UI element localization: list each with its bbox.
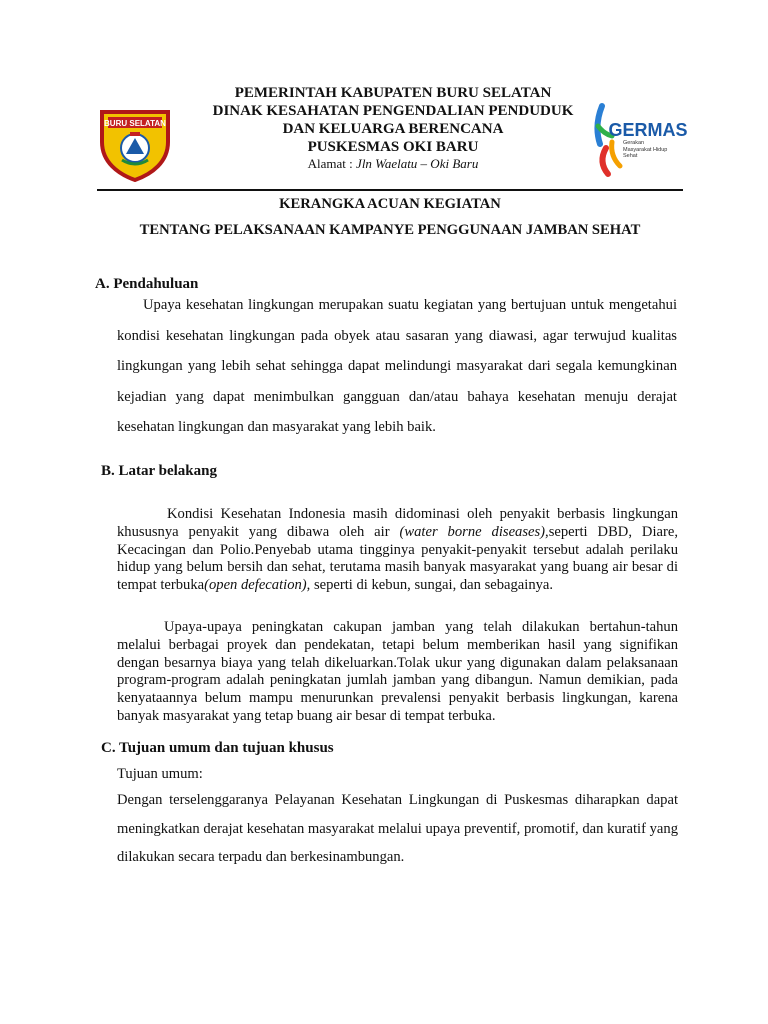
- section-c-body: Dengan terselenggaranya Pelayanan Kesehatan Lingkungan di Puskesmas diharapkan dapat meningkatkan derajat kesehatan masyarakat melalui upaya preventif, promotif, dan kuratif yang dilakukan secara terpadu dan berkesinambungan.: [117, 792, 678, 865]
- section-a-text: Upaya kesehatan lingkungan merupakan suatu kegiatan yang bertujuan untuk mengetahui kondisi kesehatan lingkungan pada obyek atau sasaran yang diawasi, agar terwujud kualitas lingkungan yang lebih sehat sehingga dapat melindungi masyarakat dari segala kemungkinan kejadian yang dapat menimbulkan gangguan dan/atau bahaya kesehatan menuju derajat kesehatan lingkungan dan masyarakat yang lebih baik.: [117, 297, 677, 435]
- b-p1-italic2: (open defecation): [204, 577, 307, 594]
- header-address: [200, 156, 586, 172]
- section-b-paragraph-1: [117, 506, 678, 595]
- address-value: Jln Waelatu – Oki Baru: [356, 156, 479, 171]
- header-divider: [97, 189, 683, 191]
- tujuan-umum-label: Tujuan umum:: [117, 766, 203, 782]
- b-p1-italic1: (water borne diseases): [399, 523, 546, 540]
- section-b-paragraph-2: [117, 619, 678, 726]
- address-label: Alamat :: [307, 156, 357, 171]
- b-p1-part1: Kondisi Kesehatan Indonesia masih didominasi oleh penyakit berbasis lingkungan khususnya penyakit yang dibawa oleh air: [117, 506, 678, 540]
- germas-text: GERMAS: [608, 120, 688, 140]
- section-b-heading: B. Latar belakang: [101, 463, 217, 479]
- header-line-4: PUSKESMAS OKI BARU: [307, 139, 479, 155]
- section-c-heading: C. Tujuan umum dan tujuan khusus: [101, 740, 334, 756]
- header-line-3: DAN KELUARGA BERENCANA: [282, 121, 504, 137]
- b-p2-text: Upaya-upaya peningkatan cakupan jamban yang telah dilakukan bertahun-tahun melalui berbagai proyek dan pendekatan, tetapi belum memberikan hasil yang signifikan dengan besarnya biaya yang telah dikeluarkan.Tolak ukur yang digunakan dalam pelaksanaan program-program adalah peningkatan jumlah jamban yang dibangun. Namun demikian, pada kenyataannya belum mampu menurunkan prevalensi penyakit berbasis lingkungan, karena banyak masyarakat yang tetap buang air besar di tempat terbuka.: [117, 619, 678, 724]
- logo-left-text: BURU SELATAN: [104, 119, 166, 128]
- section-a-heading: A. Pendahuluan: [95, 276, 199, 292]
- document-title: KERANGKA ACUAN KEGIATAN: [279, 196, 501, 212]
- germas-logo: [590, 96, 690, 186]
- section-a-body: [117, 290, 677, 443]
- header-line-2: DINAK KESAHATAN PENGENDALIAN PENDUDUK: [212, 103, 574, 119]
- document-subtitle: TENTANG PELAKSANAAN KAMPANYE PENGGUNAAN JAMBAN SEHAT: [139, 222, 641, 238]
- germas-subtext: Gerakan Masyarakat Hidup Sehat: [623, 140, 668, 159]
- b-p1-part3: , seperti di kebun, sungai, dan sebagainya.: [306, 577, 554, 594]
- b-p1-part2: ,seperti DBD, Diare, Kecacingan dan Polio.Penyebab utama tingginya penyakit-penyakit tersebut adalah perilaku hidup yang belum bersih dan sehat, terutama masih banyak masyarakat yang buang air besar di tempat terbuka: [117, 523, 678, 594]
- header-line-1: PEMERINTAH KABUPATEN BURU SELATAN: [234, 85, 552, 101]
- buru-selatan-logo: [96, 104, 174, 182]
